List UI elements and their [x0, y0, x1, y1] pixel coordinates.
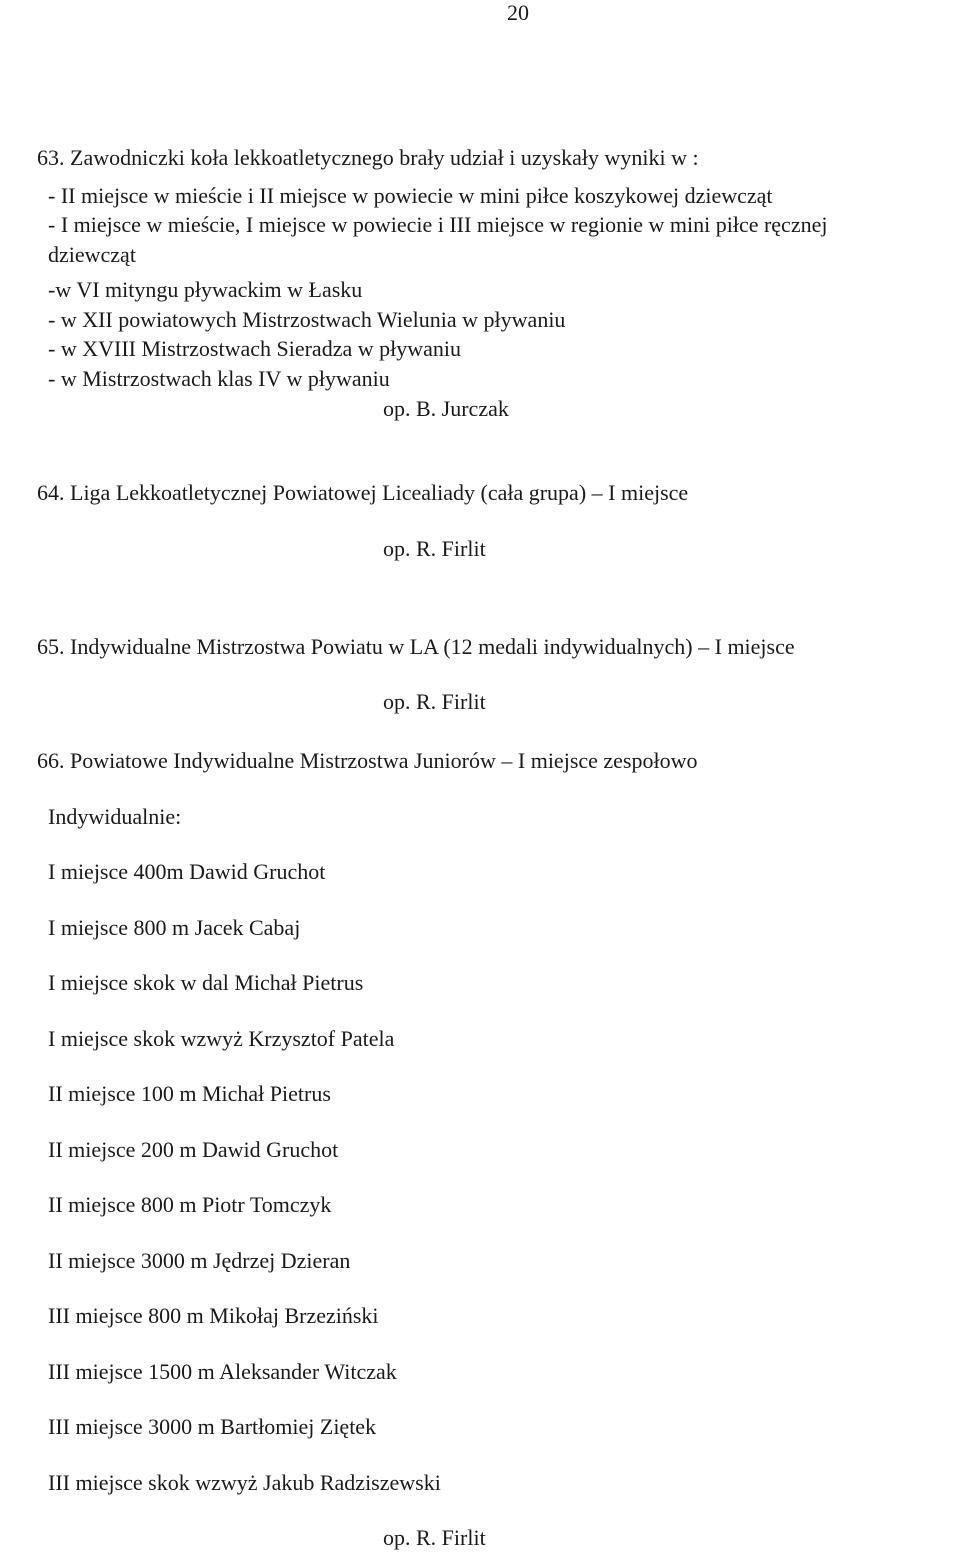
signature: op. B. Jurczak — [383, 396, 509, 421]
list-item: - w Mistrzostwach klas IV w pływaniu — [48, 366, 390, 391]
list-item: -w VI mityngu pływackim w Łasku — [48, 277, 363, 302]
list-item: dziewcząt — [48, 242, 136, 267]
section-64-heading: 64. Liga Lekkoatletycznej Powiatowej Licealiady (cała grupa) – I miejsce — [37, 480, 689, 505]
result-item: III miejsce 3000 m Bartłomiej Ziętek — [48, 1414, 377, 1439]
subheading: Indywidualnie: — [48, 804, 182, 829]
list-item: - II miejsce w mieście i II miejsce w powiecie w mini piłce koszykowej dziewcząt — [48, 183, 773, 208]
result-item: I miejsce 400m Dawid Gruchot — [48, 859, 326, 884]
result-item: I miejsce skok w dal Michał Pietrus — [48, 970, 364, 995]
section-65-heading: 65. Indywidualne Mistrzostwa Powiatu w LA (12 medali indywidualnych) – I miejsce — [37, 634, 795, 659]
signature: op. R. Firlit — [383, 536, 486, 561]
list-item: - I miejsce w mieście, I miejsce w powiecie i III miejsce w regionie w mini piłce ręcznej — [48, 212, 828, 237]
list-item: - w XVIII Mistrzostwach Sieradza w pływaniu — [48, 336, 461, 361]
result-item: I miejsce skok wzwyż Krzysztof Patela — [48, 1026, 395, 1051]
result-item: II miejsce 200 m Dawid Gruchot — [48, 1137, 339, 1162]
result-item: I miejsce 800 m Jacek Cabaj — [48, 915, 301, 940]
result-item: II miejsce 100 m Michał Pietrus — [48, 1081, 331, 1106]
result-item: III miejsce 1500 m Aleksander Witczak — [48, 1359, 397, 1384]
result-item: III miejsce 800 m Mikołaj Brzeziński — [48, 1303, 379, 1328]
page-number: 20 — [507, 0, 529, 25]
signature: op. R. Firlit — [383, 1525, 486, 1550]
result-item: II miejsce 800 m Piotr Tomczyk — [48, 1192, 332, 1217]
signature: op. R. Firlit — [383, 689, 486, 714]
section-66-heading: 66. Powiatowe Indywidualne Mistrzostwa Juniorów – I miejsce zespołowo — [37, 748, 698, 773]
result-item: II miejsce 3000 m Jędrzej Dzieran — [48, 1248, 351, 1273]
list-item: - w XII powiatowych Mistrzostwach Wielunia w pływaniu — [48, 307, 566, 332]
result-item: III miejsce skok wzwyż Jakub Radziszewski — [48, 1470, 441, 1495]
section-63-heading: 63. Zawodniczki koła lekkoatletycznego brały udział i uzyskały wyniki w : — [37, 145, 699, 170]
